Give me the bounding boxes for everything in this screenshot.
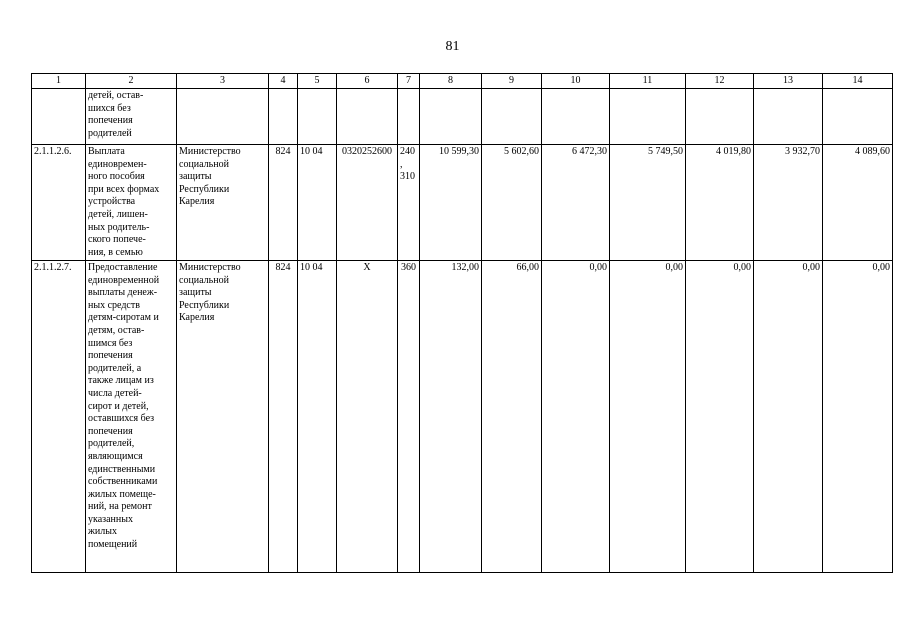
item-value-col11: 5 749,50 [610, 145, 686, 261]
item-value-col10: 6 472,30 [542, 145, 610, 261]
column-header: 7 [398, 74, 420, 89]
item-grbs-code: 824 [269, 145, 298, 261]
table-row [32, 261, 893, 573]
item-value-col14 [823, 89, 893, 145]
item-value-col10 [542, 89, 610, 145]
item-value-col11 [610, 89, 686, 145]
item-section-code: 10 04 [298, 261, 337, 573]
budget-table [31, 73, 893, 573]
item-grbs-code [269, 89, 298, 145]
column-header: 5 [298, 74, 337, 89]
item-value-col13: 3 932,70 [754, 145, 823, 261]
item-value-col11: 0,00 [610, 261, 686, 573]
item-value-col9 [482, 89, 542, 145]
column-header: 1 [32, 74, 86, 89]
column-header: 8 [420, 74, 482, 89]
item-name: детей, остав- шихся без попечения родителей [86, 89, 177, 145]
item-expense-code [398, 89, 420, 145]
item-name: Выплата единовремен- ного пособия при всех формах устройства детей, лишен- ных родитель- ского попече- ния, в семью [86, 145, 177, 261]
column-header: 12 [686, 74, 754, 89]
column-header: 6 [337, 74, 398, 89]
item-value-col14: 4 089,60 [823, 145, 893, 261]
item-organization: Министерство социальной защиты Республики Карелия [177, 261, 269, 573]
item-value-col13: 0,00 [754, 261, 823, 573]
item-section-code: 10 04 [298, 145, 337, 261]
item-target-code [337, 89, 398, 145]
item-expense-code: 360 [398, 261, 420, 573]
column-header: 13 [754, 74, 823, 89]
item-value-col8: 10 599,30 [420, 145, 482, 261]
item-value-col8 [420, 89, 482, 145]
column-header: 10 [542, 74, 610, 89]
item-organization: Министерство социальной защиты Республики Карелия [177, 145, 269, 261]
column-header: 14 [823, 74, 893, 89]
item-value-col12 [686, 89, 754, 145]
item-organization [177, 89, 269, 145]
item-value-col13 [754, 89, 823, 145]
item-number: 2.1.1.2.7. [32, 261, 86, 573]
header-row [32, 74, 893, 89]
item-number: 2.1.1.2.6. [32, 145, 86, 261]
item-value-col12: 0,00 [686, 261, 754, 573]
item-value-col14: 0,00 [823, 261, 893, 573]
item-expense-code: 240, 310 [398, 145, 420, 261]
item-number [32, 89, 86, 145]
item-value-col8: 132,00 [420, 261, 482, 573]
item-value-col10: 0,00 [542, 261, 610, 573]
item-value-col12: 4 019,80 [686, 145, 754, 261]
item-value-col9: 66,00 [482, 261, 542, 573]
table-row [32, 145, 893, 261]
column-header: 11 [610, 74, 686, 89]
item-name: Предоставление единовременной выплаты денеж- ных средств детям-сиротам и детям, остав- шимся без попечения родителей, а также лицам из числа детей- сирот и детей, оставшихся без попечения родителей, являющимся единственными собственниками жилых помеще- ний, на ремонт указанных жилых помещений [86, 261, 177, 573]
item-section-code [298, 89, 337, 145]
table-row [32, 89, 893, 145]
page-number: 81 [445, 39, 460, 54]
column-header: 4 [269, 74, 298, 89]
column-header: 9 [482, 74, 542, 89]
column-header: 2 [86, 74, 177, 89]
item-target-code: Х [337, 261, 398, 573]
column-header: 3 [177, 74, 269, 89]
item-value-col9: 5 602,60 [482, 145, 542, 261]
item-target-code: 0320252600 [337, 145, 398, 261]
item-grbs-code: 824 [269, 261, 298, 573]
